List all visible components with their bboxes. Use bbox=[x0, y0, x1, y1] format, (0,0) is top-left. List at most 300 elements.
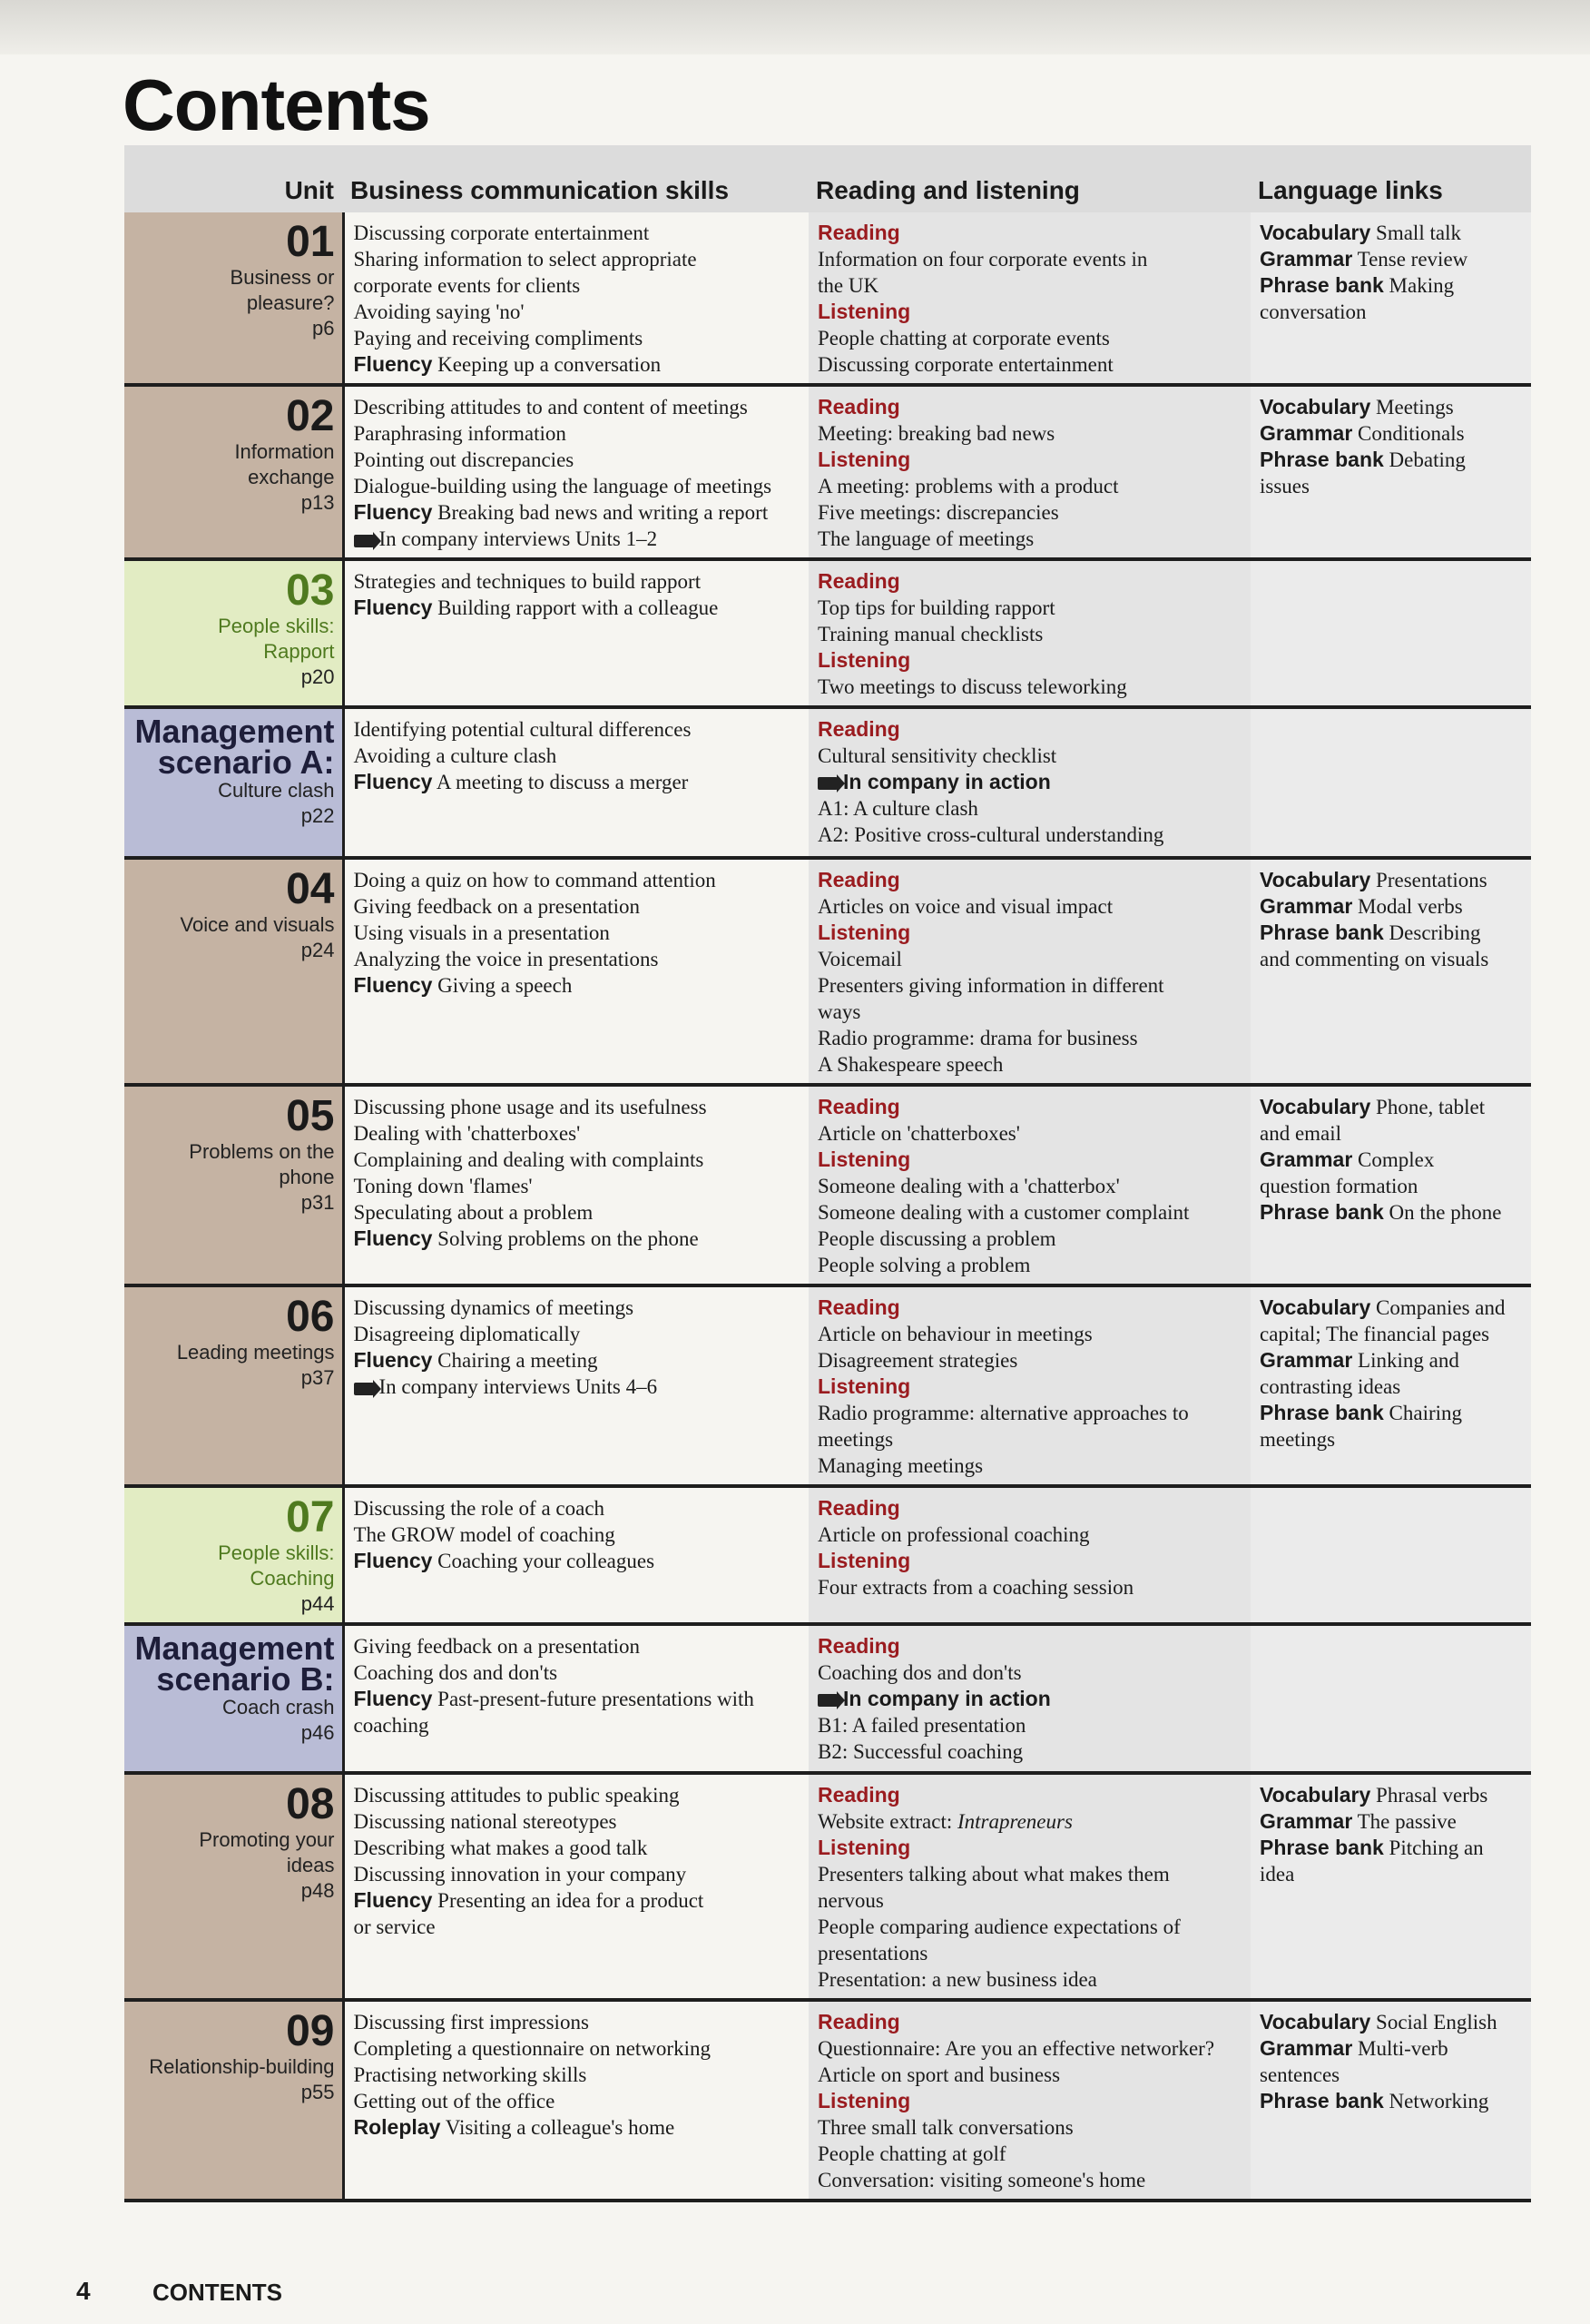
listening-heading: Listening bbox=[818, 2089, 911, 2112]
entry-line: Discussing national stereotypes bbox=[353, 1810, 617, 1833]
entry-line: Meeting: breaking bad news bbox=[818, 422, 1055, 445]
reading-heading: Reading bbox=[818, 1295, 900, 1319]
unit-name: Rapport bbox=[263, 640, 335, 663]
entry-line: ways bbox=[818, 1000, 861, 1023]
unit-name: exchange bbox=[248, 466, 335, 488]
unit-page: p6 bbox=[312, 317, 335, 340]
unit-number: 05 bbox=[286, 1092, 335, 1140]
entry-text: Solving problems on the phone bbox=[437, 1227, 699, 1250]
unit-name: Relationship-building bbox=[149, 2055, 335, 2078]
entry-line: capital; The financial pages bbox=[1260, 1323, 1490, 1345]
language-links-cell bbox=[1251, 707, 1531, 858]
entry-line bbox=[1260, 1808, 1524, 1835]
header-business-communication-skills: Business communication skills bbox=[343, 145, 809, 212]
page-top-band bbox=[0, 0, 1590, 54]
entry-line: Discussing first impressions bbox=[353, 2011, 589, 2034]
reading-heading: Reading bbox=[818, 1095, 900, 1118]
vocabulary-label: Vocabulary bbox=[1260, 221, 1371, 244]
listening-heading: Listening bbox=[818, 448, 911, 471]
entry-line: meetings bbox=[818, 1428, 894, 1451]
entry-line bbox=[354, 972, 802, 999]
entry-line bbox=[1260, 394, 1524, 420]
entry-text: Pitching an bbox=[1389, 1837, 1484, 1859]
entry-line: Completing a questionnaire on networking bbox=[353, 2037, 711, 2060]
entry-text: Past-present-future presentations with bbox=[437, 1688, 754, 1710]
unit-cell bbox=[124, 858, 343, 1085]
unit-cell bbox=[124, 212, 343, 385]
entry-text: Companies and bbox=[1376, 1296, 1506, 1319]
entry-line: Discussing corporate entertainment bbox=[818, 353, 1114, 376]
vocabulary-label: Vocabulary bbox=[1260, 1095, 1371, 1118]
entry-text: Debating bbox=[1389, 448, 1466, 471]
unit-name: Promoting your bbox=[199, 1828, 335, 1851]
reading-listening-cell bbox=[809, 385, 1251, 559]
entry-line: Discussing the role of a coach bbox=[353, 1497, 605, 1520]
reading-listening-cell bbox=[809, 1285, 1251, 1486]
entry-line bbox=[354, 1887, 802, 1914]
entry-text: A meeting to discuss a merger bbox=[436, 771, 689, 793]
unit-page: p44 bbox=[300, 1592, 335, 1615]
entry-line: Cultural sensitivity checklist bbox=[818, 744, 1057, 767]
phrase-bank-label: Phrase bank bbox=[1260, 2089, 1384, 2112]
grammar-label: Grammar bbox=[1260, 894, 1353, 918]
business-skills-cell bbox=[343, 1486, 809, 1624]
listening-heading: Listening bbox=[818, 648, 911, 672]
unit-number: 04 bbox=[286, 865, 335, 913]
unit-name: Problems on the bbox=[189, 1140, 335, 1163]
entry-line: Toning down 'flames' bbox=[353, 1175, 533, 1197]
reading-heading: Reading bbox=[818, 868, 900, 891]
unit-page: p48 bbox=[300, 1879, 335, 1902]
language-links-cell bbox=[1251, 1773, 1531, 2000]
table-row bbox=[124, 212, 1531, 385]
unit-page: p37 bbox=[300, 1366, 335, 1389]
page-number: 4 bbox=[76, 2277, 91, 2305]
reading-heading: Reading bbox=[818, 2010, 900, 2034]
table-row bbox=[124, 858, 1531, 1085]
entry-text: Tense review bbox=[1357, 248, 1468, 271]
entry-text: Giving a speech bbox=[437, 974, 573, 997]
business-skills-cell bbox=[343, 2000, 809, 2201]
entry-line bbox=[1260, 1835, 1524, 1861]
phrase-bank-label: Phrase bank bbox=[1260, 921, 1384, 944]
entry-line: Coaching dos and don'ts bbox=[818, 1661, 1022, 1684]
unit-number: 08 bbox=[286, 1780, 335, 1828]
entry-line: Radio programme: alternative approaches to bbox=[818, 1402, 1189, 1424]
unit-cell bbox=[124, 1085, 343, 1285]
listening-heading: Listening bbox=[818, 1147, 911, 1171]
entry-line bbox=[1260, 1347, 1524, 1374]
entry-line: Someone dealing with a 'chatterbox' bbox=[818, 1175, 1120, 1197]
language-links-cell bbox=[1251, 1486, 1531, 1624]
unit-name: People skills: bbox=[218, 615, 335, 637]
reading-heading: Reading bbox=[818, 717, 900, 741]
unit-page: p55 bbox=[300, 2081, 335, 2103]
reading-listening-cell bbox=[809, 559, 1251, 707]
entry-line: Presentation: a new business idea bbox=[818, 1968, 1097, 1991]
fluency-label: Fluency bbox=[353, 1549, 433, 1572]
reading-listening-cell bbox=[809, 1624, 1251, 1773]
fluency-label: Fluency bbox=[353, 973, 433, 997]
entry-line: and email bbox=[1260, 1122, 1342, 1145]
grammar-label: Grammar bbox=[1260, 1147, 1353, 1171]
fluency-label: Fluency bbox=[353, 500, 433, 524]
entry-italic: Intrapreneurs bbox=[957, 1810, 1073, 1833]
entry-text: Building rapport with a colleague bbox=[437, 596, 719, 619]
interviews-label: In company interviews Units 4–6 bbox=[378, 1375, 658, 1398]
entry-text: Conditionals bbox=[1358, 422, 1465, 445]
business-skills-cell bbox=[343, 707, 809, 858]
entry-line: Doing a quiz on how to command attention bbox=[353, 869, 716, 891]
language-links-cell bbox=[1251, 858, 1531, 1085]
unit-cell bbox=[124, 559, 343, 707]
business-skills-cell bbox=[343, 1285, 809, 1486]
business-skills-cell bbox=[343, 858, 809, 1085]
grammar-label: Grammar bbox=[1260, 421, 1353, 445]
entry-line: Five meetings: discrepancies bbox=[818, 501, 1059, 524]
reading-heading: Reading bbox=[818, 569, 900, 593]
entry-text: Making bbox=[1389, 274, 1455, 297]
reading-listening-cell bbox=[809, 2000, 1251, 2201]
unit-name: Business or bbox=[230, 266, 335, 289]
entry-line: Coaching dos and don'ts bbox=[353, 1661, 558, 1684]
fluency-label: Fluency bbox=[353, 770, 433, 793]
entry-text: Social English bbox=[1376, 2011, 1497, 2034]
language-links-cell bbox=[1251, 385, 1531, 559]
entry-line bbox=[1260, 1782, 1524, 1808]
entry-line: presentations bbox=[818, 1942, 928, 1965]
in-company-line bbox=[818, 769, 1243, 795]
unit-cell bbox=[124, 1773, 343, 2000]
entry-line: sentences bbox=[1260, 2063, 1340, 2086]
table-row bbox=[124, 2000, 1531, 2201]
entry-line: Sharing information to select appropriate bbox=[353, 248, 697, 271]
entry-line: People comparing audience expectations of bbox=[818, 1915, 1181, 1938]
phrase-bank-label: Phrase bank bbox=[1260, 1401, 1384, 1424]
vocabulary-label: Vocabulary bbox=[1260, 868, 1371, 891]
unit-page: p24 bbox=[300, 939, 335, 961]
phrase-bank-label: Phrase bank bbox=[1260, 448, 1384, 471]
unit-name: phone bbox=[279, 1166, 335, 1188]
entry-line bbox=[1260, 272, 1524, 299]
entry-text: Phrasal verbs bbox=[1376, 1784, 1488, 1807]
video-icon bbox=[354, 1383, 374, 1395]
entry-line: Practising networking skills bbox=[353, 2063, 587, 2086]
reading-listening-cell bbox=[809, 858, 1251, 1085]
entry-text: Networking bbox=[1389, 2090, 1489, 2112]
entry-line bbox=[354, 769, 802, 795]
entry-line: People chatting at corporate events bbox=[818, 327, 1110, 350]
language-links-cell bbox=[1251, 2000, 1531, 2201]
entry-line bbox=[1260, 2035, 1524, 2062]
entry-line: or service bbox=[353, 1915, 436, 1938]
entry-line bbox=[1260, 1094, 1524, 1120]
fluency-label: Fluency bbox=[353, 1348, 433, 1372]
table-row bbox=[124, 385, 1531, 559]
entry-text: Chairing bbox=[1389, 1402, 1463, 1424]
entry-line bbox=[1260, 220, 1524, 246]
unit-number: 03 bbox=[286, 566, 335, 615]
entry-line: Giving feedback on a presentation bbox=[353, 1635, 640, 1658]
unit-page: p20 bbox=[300, 665, 335, 688]
entry-line bbox=[1260, 1199, 1524, 1226]
entry-line: Dealing with 'chatterboxes' bbox=[353, 1122, 581, 1145]
header-reading-and-listening: Reading and listening bbox=[809, 145, 1251, 212]
entry-line: idea bbox=[1260, 1863, 1295, 1886]
reading-heading: Reading bbox=[818, 1496, 900, 1520]
entry-line: Describing what makes a good talk bbox=[353, 1837, 648, 1859]
language-links-cell bbox=[1251, 1624, 1531, 1773]
reading-listening-cell bbox=[809, 212, 1251, 385]
unit-cell bbox=[124, 1624, 343, 1773]
vocabulary-label: Vocabulary bbox=[1260, 395, 1371, 419]
entry-text: Multi-verb bbox=[1358, 2037, 1448, 2060]
unit-cell bbox=[124, 1486, 343, 1624]
unit-name: Culture clash bbox=[218, 779, 335, 802]
entry-line: Presenters talking about what makes them bbox=[818, 1863, 1170, 1886]
entry-text: Chairing a meeting bbox=[437, 1349, 598, 1372]
entry-line bbox=[354, 1548, 802, 1574]
entry-line: question formation bbox=[1260, 1175, 1418, 1197]
unit-number: 09 bbox=[286, 2007, 335, 2055]
video-icon bbox=[818, 777, 838, 790]
entry-line: contrasting ideas bbox=[1260, 1375, 1401, 1398]
entry-line: Avoiding saying 'no' bbox=[353, 300, 525, 323]
entry-line: coaching bbox=[353, 1714, 429, 1737]
unit-number: 06 bbox=[286, 1293, 335, 1341]
table-row bbox=[124, 1773, 1531, 2000]
entry-line: Complaining and dealing with complaints bbox=[353, 1148, 704, 1171]
unit-cell bbox=[124, 1285, 343, 1486]
entry-line bbox=[818, 1808, 1243, 1835]
entry-line: Strategies and techniques to build rapport bbox=[353, 570, 702, 593]
reading-listening-cell bbox=[809, 1486, 1251, 1624]
unit-page: p46 bbox=[300, 1721, 335, 1744]
entry-line: Getting out of the office bbox=[353, 2090, 555, 2112]
reading-heading: Reading bbox=[818, 1634, 900, 1658]
business-skills-cell bbox=[343, 212, 809, 385]
entry-line: Paying and receiving compliments bbox=[353, 327, 643, 350]
entry-line: The language of meetings bbox=[818, 527, 1035, 550]
entry-line: Conversation: visiting someone's home bbox=[818, 2169, 1146, 2191]
entry-line: A1: A culture clash bbox=[818, 797, 978, 820]
entry-line: Dialogue-building using the language of meetings bbox=[353, 475, 772, 497]
entry-line: Article on behaviour in meetings bbox=[818, 1323, 1093, 1345]
listening-heading: Listening bbox=[818, 1374, 911, 1398]
entry-line bbox=[354, 1226, 802, 1252]
interviews-label: In company interviews Units 1–2 bbox=[378, 527, 658, 550]
entry-line: Pointing out discrepancies bbox=[353, 448, 574, 471]
entry-line bbox=[1260, 246, 1524, 272]
entry-line: Top tips for building rapport bbox=[818, 596, 1055, 619]
entry-line bbox=[1260, 867, 1524, 893]
scenario-title: scenario B: bbox=[156, 1660, 335, 1698]
entry-line: Giving feedback on a presentation bbox=[353, 895, 640, 918]
entry-line: issues bbox=[1260, 475, 1310, 497]
entry-line: and commenting on visuals bbox=[1260, 948, 1489, 970]
entry-line bbox=[354, 351, 802, 378]
entry-line: Discussing innovation in your company bbox=[353, 1863, 687, 1886]
fluency-label: Fluency bbox=[353, 352, 433, 376]
entry-line: Article on 'chatterboxes' bbox=[818, 1122, 1020, 1145]
table-row bbox=[124, 1285, 1531, 1486]
entry-line: Someone dealing with a customer complaint bbox=[818, 1201, 1190, 1224]
unit-name: Voice and visuals bbox=[180, 913, 335, 936]
entry-line: Identifying potential cultural differences bbox=[353, 718, 692, 741]
entry-line: Speculating about a problem bbox=[353, 1201, 594, 1224]
unit-page: p22 bbox=[300, 804, 335, 827]
entry-line: Questionnaire: Are you an effective networker? bbox=[818, 2037, 1215, 2060]
entry-text: On the phone bbox=[1389, 1201, 1502, 1224]
fluency-label: Fluency bbox=[353, 596, 433, 619]
contents-table bbox=[124, 145, 1531, 2202]
business-skills-cell bbox=[343, 559, 809, 707]
entry-line bbox=[1260, 2009, 1524, 2035]
entry-line: Discussing phone usage and its usefulness bbox=[353, 1096, 707, 1118]
business-skills-cell bbox=[343, 1085, 809, 1285]
fluency-label: Fluency bbox=[353, 1888, 433, 1912]
entry-text: Keeping up a conversation bbox=[437, 353, 662, 376]
entry-line: A2: Positive cross-cultural understanding bbox=[818, 823, 1164, 846]
entry-line bbox=[354, 595, 802, 621]
unit-name: People skills: bbox=[218, 1541, 335, 1564]
listening-heading: Listening bbox=[818, 1549, 911, 1572]
entry-text: Linking and bbox=[1358, 1349, 1459, 1372]
entry-text: Describing bbox=[1389, 921, 1481, 944]
entry-line: the UK bbox=[818, 274, 879, 297]
header-unit: Unit bbox=[124, 145, 343, 212]
entry-line: Disagreeing diplomatically bbox=[353, 1323, 581, 1345]
interviews-line bbox=[354, 526, 802, 552]
entry-line: A Shakespeare speech bbox=[818, 1053, 1004, 1076]
entry-line bbox=[1260, 920, 1524, 946]
entry-line: People chatting at golf bbox=[818, 2142, 1006, 2165]
entry-line: corporate events for clients bbox=[353, 274, 581, 297]
entry-line: Voicemail bbox=[818, 948, 902, 970]
footer-label: CONTENTS bbox=[152, 2279, 282, 2306]
table-row bbox=[124, 559, 1531, 707]
entry-line bbox=[1260, 447, 1524, 473]
language-links-cell bbox=[1251, 1285, 1531, 1486]
business-skills-cell bbox=[343, 385, 809, 559]
entry-line: A meeting: problems with a product bbox=[818, 475, 1119, 497]
table-row bbox=[124, 1085, 1531, 1285]
entry-line bbox=[1260, 420, 1524, 447]
phrase-bank-label: Phrase bank bbox=[1260, 1200, 1384, 1224]
entry-line: conversation bbox=[1260, 300, 1367, 323]
entry-text: Breaking bad news and writing a report bbox=[437, 501, 769, 524]
fluency-label: Fluency bbox=[353, 1226, 433, 1250]
in-company-label: In company in action bbox=[843, 1687, 1051, 1710]
table-row bbox=[124, 1486, 1531, 1624]
vocabulary-label: Vocabulary bbox=[1260, 2010, 1371, 2034]
vocabulary-label: Vocabulary bbox=[1260, 1783, 1371, 1807]
unit-page: p13 bbox=[300, 491, 335, 514]
unit-name: pleasure? bbox=[246, 291, 335, 314]
video-icon bbox=[818, 1694, 838, 1707]
in-company-line bbox=[818, 1686, 1243, 1712]
unit-name: Coaching bbox=[250, 1567, 335, 1590]
entry-line bbox=[1260, 1400, 1524, 1426]
listening-heading: Listening bbox=[818, 300, 911, 323]
language-links-cell bbox=[1251, 559, 1531, 707]
entry-text: Visiting a colleague's home bbox=[445, 2116, 675, 2139]
grammar-label: Grammar bbox=[1260, 1348, 1353, 1372]
entry-line: Information on four corporate events in bbox=[818, 248, 1148, 271]
entry-line bbox=[1260, 893, 1524, 920]
unit-name: Coach crash bbox=[221, 1696, 335, 1718]
roleplay-label: Roleplay bbox=[353, 2115, 441, 2139]
entry-line bbox=[354, 1347, 802, 1374]
entry-text: Phone, tablet bbox=[1376, 1096, 1486, 1118]
table-row bbox=[124, 707, 1531, 858]
entry-line: Training manual checklists bbox=[818, 623, 1044, 645]
entry-line: Disagreement strategies bbox=[818, 1349, 1018, 1372]
video-icon bbox=[354, 535, 374, 547]
entry-line: Article on sport and business bbox=[818, 2063, 1061, 2086]
unit-number: 07 bbox=[286, 1493, 335, 1541]
entry-line: B2: Successful coaching bbox=[818, 1740, 1024, 1763]
entry-text: The passive bbox=[1357, 1810, 1457, 1833]
listening-heading: Listening bbox=[818, 1836, 911, 1859]
entry-line: Avoiding a culture clash bbox=[353, 744, 557, 767]
unit-cell bbox=[124, 2000, 343, 2201]
phrase-bank-label: Phrase bank bbox=[1260, 1836, 1384, 1859]
entry-line bbox=[354, 2114, 802, 2141]
entry-line: nervous bbox=[818, 1889, 884, 1912]
entry-line: meetings bbox=[1260, 1428, 1336, 1451]
table-row bbox=[124, 1624, 1531, 1773]
fluency-label: Fluency bbox=[353, 1687, 433, 1710]
reading-heading: Reading bbox=[818, 1783, 900, 1807]
entry-line bbox=[1260, 1295, 1524, 1321]
reading-listening-cell bbox=[809, 1085, 1251, 1285]
page-title: Contents bbox=[123, 64, 430, 145]
unit-name: ideas bbox=[286, 1854, 335, 1876]
in-company-label: In company in action bbox=[843, 770, 1051, 793]
business-skills-cell bbox=[343, 1624, 809, 1773]
grammar-label: Grammar bbox=[1260, 247, 1353, 271]
unit-cell bbox=[124, 385, 343, 559]
entry-line: Using visuals in a presentation bbox=[353, 921, 610, 944]
entry-text: Website extract: bbox=[818, 1810, 953, 1833]
entry-line: Presenters giving information in different bbox=[818, 974, 1164, 997]
reading-heading: Reading bbox=[818, 221, 900, 244]
entry-line: People discussing a problem bbox=[818, 1227, 1056, 1250]
entry-text: Coaching your colleagues bbox=[437, 1550, 655, 1572]
entry-line: Managing meetings bbox=[818, 1454, 984, 1477]
reading-listening-cell bbox=[809, 1773, 1251, 2000]
entry-line: People solving a problem bbox=[818, 1254, 1031, 1276]
entry-line: B1: A failed presentation bbox=[818, 1714, 1026, 1737]
entry-text: Presentations bbox=[1376, 869, 1487, 891]
unit-name: Leading meetings bbox=[176, 1341, 335, 1364]
entry-line: Four extracts from a coaching session bbox=[818, 1576, 1134, 1599]
business-skills-cell bbox=[343, 1773, 809, 2000]
unit-name: Information bbox=[234, 440, 335, 463]
entry-line: Discussing corporate entertainment bbox=[353, 222, 650, 244]
unit-page: p31 bbox=[300, 1191, 335, 1214]
unit-cell bbox=[124, 707, 343, 858]
entry-line: Analyzing the voice in presentations bbox=[353, 948, 659, 970]
entry-line bbox=[354, 499, 802, 526]
table-header-row bbox=[124, 145, 1531, 212]
entry-line bbox=[354, 1686, 802, 1712]
entry-line: Three small talk conversations bbox=[818, 2116, 1074, 2139]
grammar-label: Grammar bbox=[1260, 1809, 1353, 1833]
scenario-title: Management bbox=[134, 713, 335, 750]
interviews-line bbox=[354, 1374, 802, 1400]
